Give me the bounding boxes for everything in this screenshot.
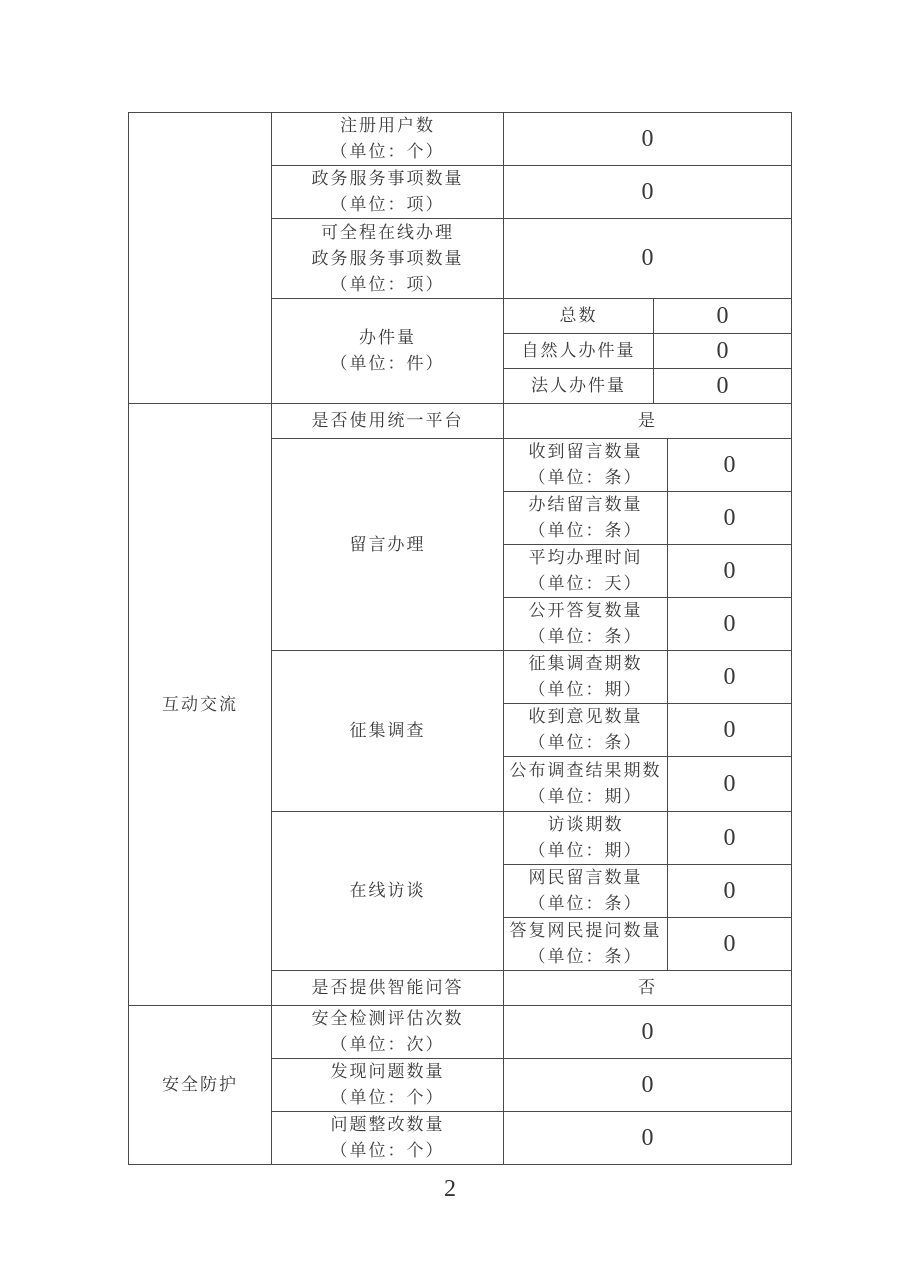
label-line-2: （单位：次） — [330, 1035, 445, 1054]
label-public-replies — [504, 598, 668, 651]
label-line-2: （单位：个） — [330, 142, 445, 161]
label-survey: 征集调查 — [272, 651, 504, 812]
label-problems-rectified — [272, 1112, 504, 1165]
label-line-2: （单位：条） — [528, 947, 643, 966]
label-line-1: 访谈期数 — [547, 815, 624, 834]
value-registered-users: 0 — [504, 113, 792, 166]
label-average-handling-time — [504, 545, 668, 598]
label-messages-completed — [504, 492, 668, 545]
label-line-2: （单位：期） — [528, 787, 643, 806]
label-line-2: （单位：项） — [330, 195, 445, 214]
label-line-1: 发现问题数量 — [330, 1062, 445, 1081]
label-survey-results-published — [504, 757, 668, 812]
label-line-2: （单位：天） — [528, 574, 643, 593]
label-line-1: 公布调查结果期数 — [509, 761, 662, 780]
label-line-2: （单位：个） — [330, 1088, 445, 1107]
value-average-handling-time: 0 — [668, 545, 792, 598]
value-survey-periods: 0 — [668, 651, 792, 704]
label-line-1: 安全检测评估次数 — [311, 1009, 464, 1028]
value-case-volume-natural-person: 0 — [654, 334, 792, 369]
value-interview-periods: 0 — [668, 812, 792, 865]
label-line-1: 收到留言数量 — [528, 442, 643, 461]
value-netizen-messages: 0 — [668, 865, 792, 918]
label-messages-received — [504, 439, 668, 492]
label-unified-platform: 是否使用统一平台 — [272, 404, 504, 439]
label-line-2: （单位：期） — [528, 841, 643, 860]
value-case-volume-legal-person: 0 — [654, 369, 792, 404]
label-netizen-questions-answered — [504, 918, 668, 971]
category-security-protection: 安全防护 — [129, 1006, 272, 1165]
table-row — [129, 1006, 792, 1059]
label-case-volume-total: 总数 — [504, 299, 654, 334]
label-line-1: 网民留言数量 — [528, 868, 643, 887]
value-case-volume-total: 0 — [654, 299, 792, 334]
label-line-1: 可全程在线办理 — [321, 222, 454, 242]
value-service-items: 0 — [504, 166, 792, 219]
label-problems-found — [272, 1059, 504, 1112]
value-public-replies: 0 — [668, 598, 792, 651]
label-line-1: 政务服务事项数量 — [311, 169, 464, 188]
value-problems-rectified: 0 — [504, 1112, 792, 1165]
label-line-1: 办件量 — [359, 328, 416, 347]
table-row — [129, 404, 792, 439]
label-netizen-messages — [504, 865, 668, 918]
label-case-volume — [272, 299, 504, 404]
label-line-1: 平均办理时间 — [528, 548, 643, 567]
table-row — [129, 113, 792, 166]
label-line-2: （单位：条） — [528, 468, 643, 487]
label-line-1: 答复网民提问数量 — [509, 921, 662, 940]
label-line-2: （单位：件） — [330, 354, 445, 373]
category-cell-empty — [129, 113, 272, 404]
label-line-2: （单位：期） — [528, 680, 643, 699]
category-interactive-exchange: 互动交流 — [129, 404, 272, 1006]
label-online-interview: 在线访谈 — [272, 812, 504, 971]
label-line-1: 办结留言数量 — [528, 495, 643, 514]
value-full-online-items: 0 — [504, 219, 792, 299]
label-registered-users — [272, 113, 504, 166]
value-smart-qa: 否 — [504, 971, 792, 1006]
label-line-2: （单位：条） — [528, 733, 643, 752]
label-security-assessments — [272, 1006, 504, 1059]
label-line-2: （单位：条） — [528, 521, 643, 540]
label-line-2: （单位：条） — [528, 627, 643, 646]
label-line-1: 公开答复数量 — [528, 601, 643, 620]
label-opinions-received — [504, 704, 668, 757]
label-line-2: （单位：条） — [528, 894, 643, 913]
page-number: 2 — [444, 1176, 456, 1202]
label-service-items — [272, 166, 504, 219]
label-case-volume-legal-person: 法人办件量 — [504, 369, 654, 404]
value-opinions-received: 0 — [668, 704, 792, 757]
label-full-online-items — [272, 219, 504, 299]
label-smart-qa: 是否提供智能问答 — [272, 971, 504, 1006]
value-netizen-questions-answered: 0 — [668, 918, 792, 971]
label-line-1: 注册用户数 — [340, 116, 435, 135]
label-line-2: （单位：个） — [330, 1141, 445, 1160]
value-messages-completed: 0 — [668, 492, 792, 545]
label-line-3: （单位：项） — [330, 274, 445, 294]
label-case-volume-natural-person: 自然人办件量 — [504, 334, 654, 369]
value-problems-found: 0 — [504, 1059, 792, 1112]
statistics-table — [128, 112, 792, 1165]
value-survey-results-published: 0 — [668, 757, 792, 812]
value-security-assessments: 0 — [504, 1006, 792, 1059]
label-interview-periods — [504, 812, 668, 865]
label-line-1: 收到意见数量 — [528, 707, 643, 726]
value-unified-platform: 是 — [504, 404, 792, 439]
value-messages-received: 0 — [668, 439, 792, 492]
label-message-handling: 留言办理 — [272, 439, 504, 651]
label-line-2: 政务服务事项数量 — [311, 248, 464, 268]
label-line-1: 征集调查期数 — [528, 654, 643, 673]
label-survey-periods — [504, 651, 668, 704]
label-line-1: 问题整改数量 — [330, 1115, 445, 1134]
